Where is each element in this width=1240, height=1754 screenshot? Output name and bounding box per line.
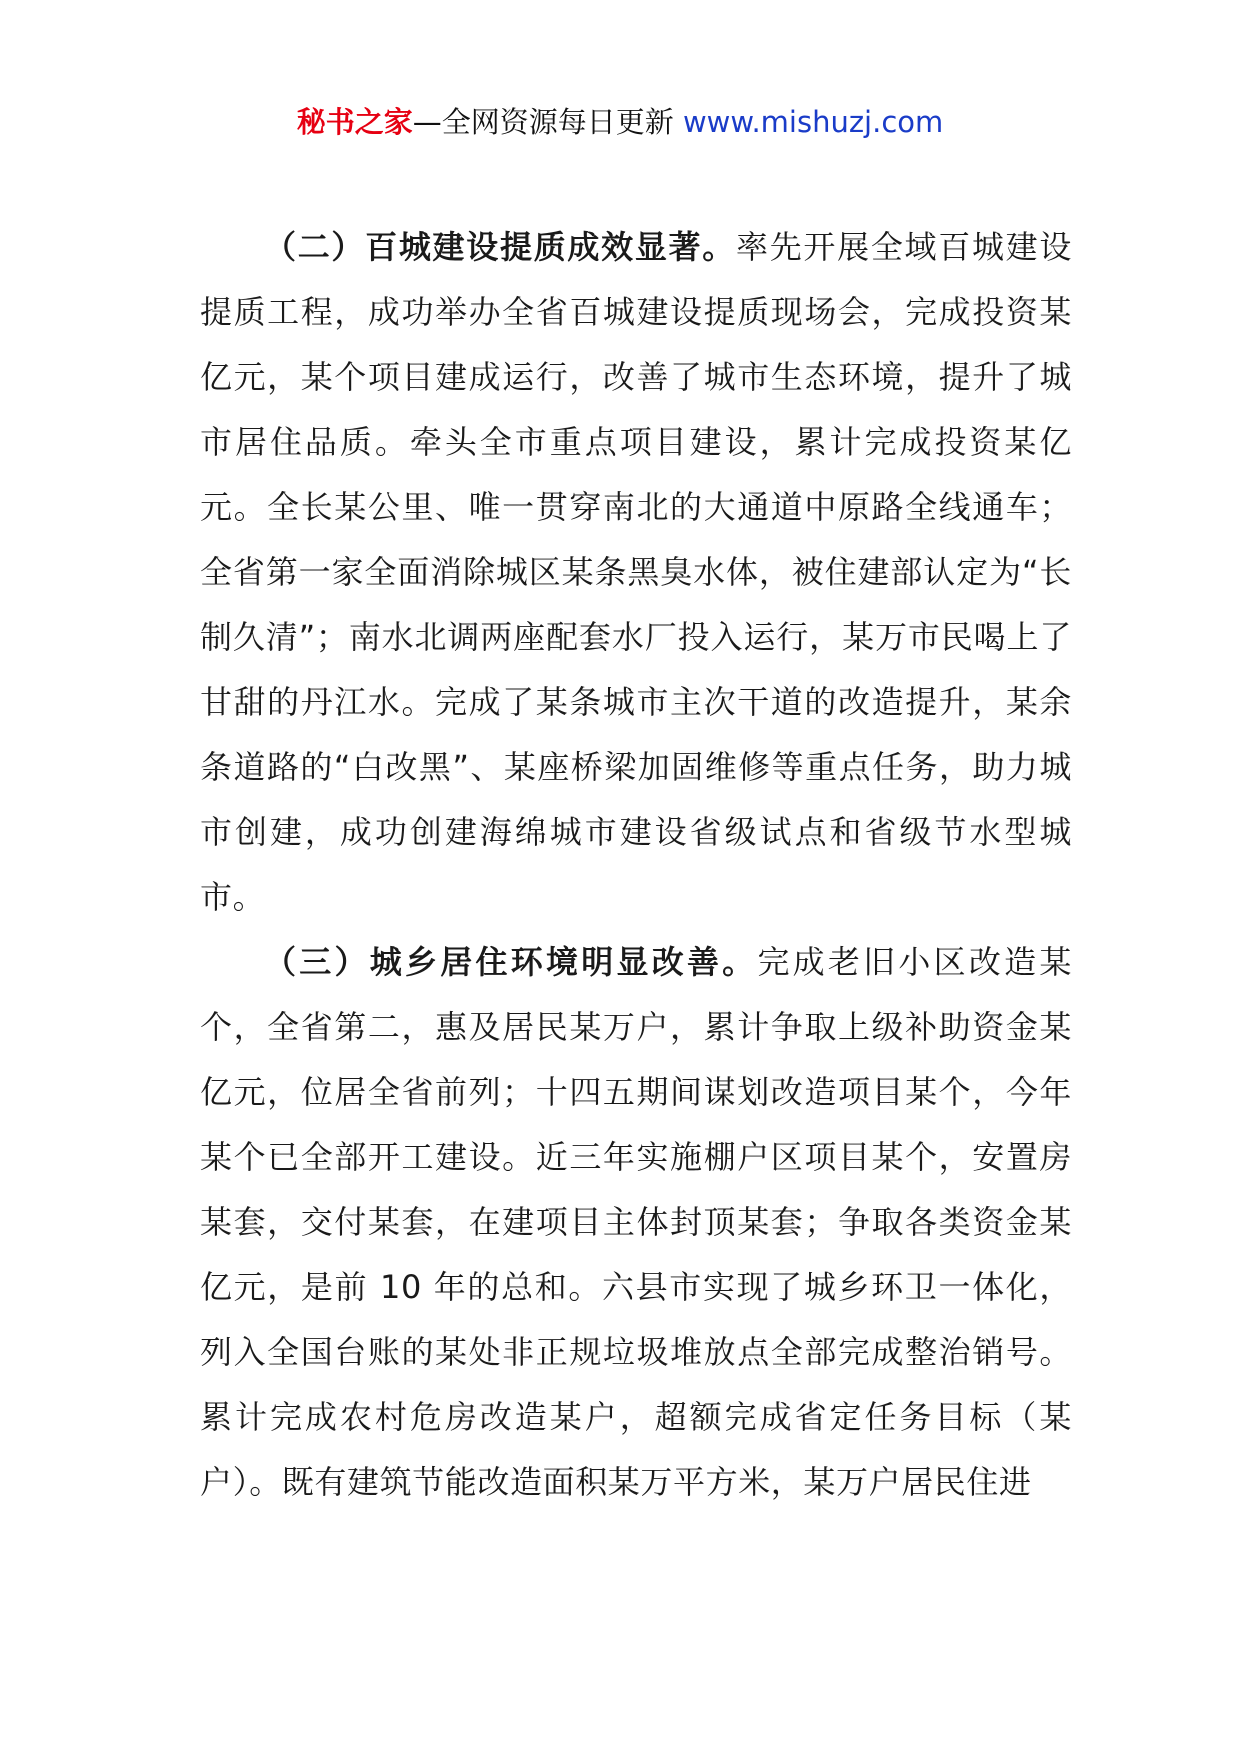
paragraph-section-3 xyxy=(200,930,1072,1515)
paragraph-text: 率先开展全域百城建设提质工程，成功举办全省百城建设提质现场会，完成投资某亿元，某个项目建成运行，改善了城市生态环境，提升了城市居住品质。牵头全市重点项目建设，累计完成投资某亿元。全长某公里、唯一贯穿南北的大通道中原路全线通车；全省第一家全面消除城区某条黑臭水体，被住建部认定为“长制久清”；南水北调两座配套水厂投入运行，某万市民喝上了甘甜的丹江水。完成了某条城市主次干道的改造提升，某余条道路的“白改黑”、某座桥梁加固维修等重点任务，助力城市创建，成功创建海绵城市建设省级试点和省级节水型城市。 xyxy=(200,228,1072,916)
banner-tagline: —全网资源每日更新 xyxy=(412,105,683,139)
banner-url-link[interactable]: www.mishuzj.com xyxy=(682,105,944,139)
section-heading: （三）城乡居住环境明显改善。 xyxy=(264,943,758,981)
paragraph-text: 完成老旧小区改造某个，全省第二，惠及居民某万户，累计争取上级补助资金某亿元，位居全省前列；十四五期间谋划改造项目某个，今年某个已全部开工建设。近三年实施棚户区项目某个，安置房某套，交付某套，在建项目主体封顶某套；争取各类资金某亿元，是前 10 年的总和。六县市实现了城乡环卫一体化，列入全国台账的某处非正规垃圾堆放点全部完成整治销号。累计完成农村危房改造某户，超额完成省定任务目标（某户）。既有建筑节能改造面积某万平方米，某万户居民住进 xyxy=(200,943,1072,1501)
banner-brand: 秘书之家 xyxy=(296,105,413,139)
paragraph-section-2 xyxy=(200,215,1072,930)
document-body xyxy=(200,215,1072,1515)
site-banner xyxy=(0,102,1240,142)
section-heading: （二）百城建设提质成效显著。 xyxy=(264,228,736,266)
